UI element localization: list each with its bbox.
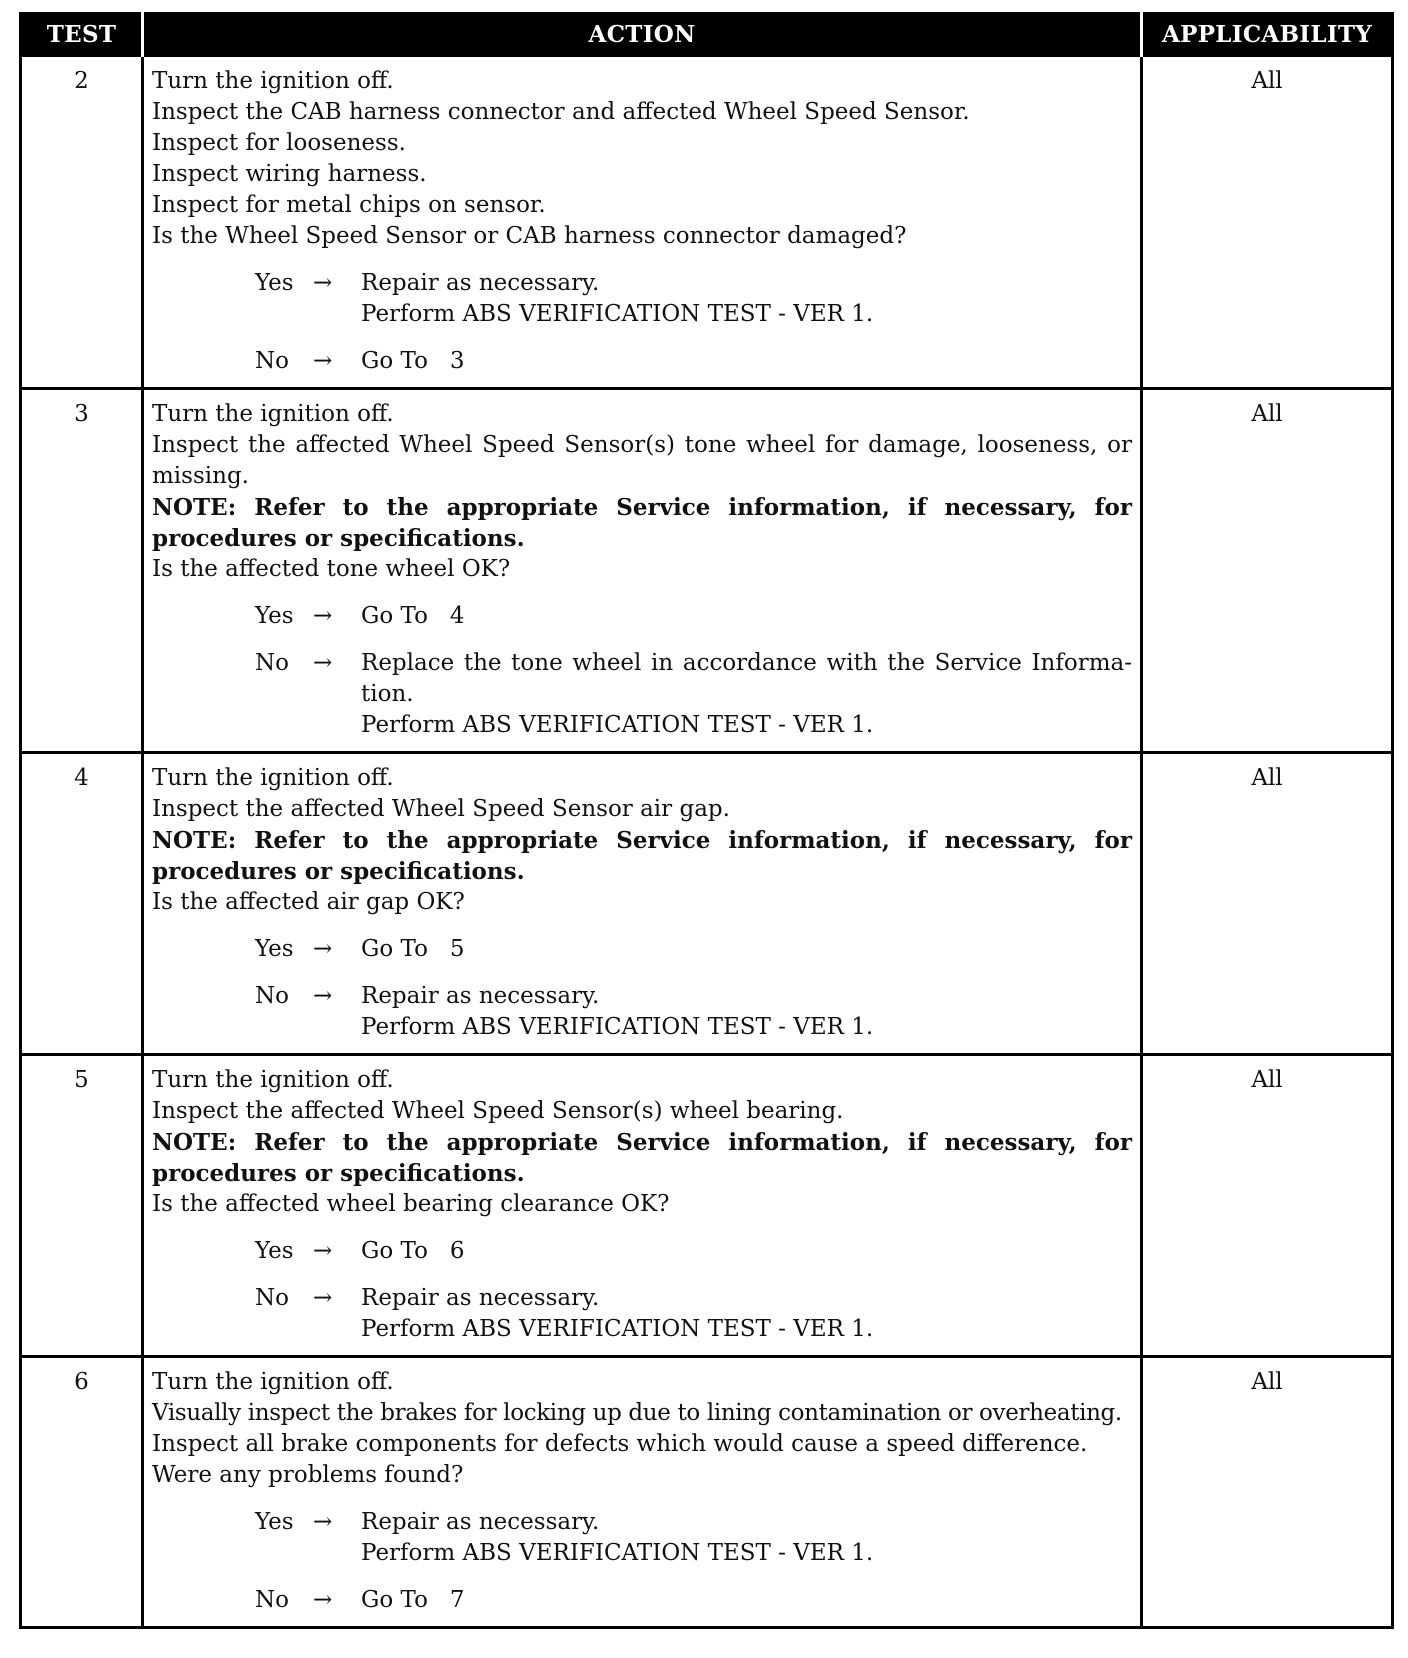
yes-result: [361, 1507, 1132, 1569]
service-note: NOTE: Refer to the appropriate Service information, if necessary, for procedures or specifications.: [152, 494, 1132, 552]
result-line: Perform ABS VERIFICATION TEST - VER 1.: [361, 1316, 874, 1342]
table-row: [21, 1055, 1393, 1357]
action-question: Is the affected air gap OK?: [152, 889, 465, 915]
result-line: Perform ABS VERIFICATION TEST - VER 1.: [361, 1014, 874, 1040]
action-cell: [143, 1357, 1142, 1628]
table-row: [21, 1357, 1393, 1628]
no-branch: [255, 1585, 1132, 1616]
result-line: Go To 6: [361, 1238, 465, 1264]
result-line: Perform ABS VERIFICATION TEST - VER 1.: [361, 1540, 874, 1566]
arrow-right-icon: →: [313, 1285, 333, 1311]
yes-label: Yes: [255, 936, 294, 962]
yes-label: Yes: [255, 1238, 294, 1264]
action-step: Turn the ignition off.: [152, 765, 394, 791]
yes-label: Yes: [255, 270, 294, 296]
action-step: Inspect the affected Wheel Speed Sensor(s) wheel bearing.: [152, 1098, 844, 1124]
action-question: Is the affected wheel bearing clearance OK?: [152, 1191, 670, 1217]
service-note: NOTE: Refer to the appropriate Service information, if necessary, for procedures or specifications.: [152, 827, 1132, 885]
no-label: No: [255, 348, 289, 374]
action-step: Turn the ignition off.: [152, 68, 394, 94]
action-step: Inspect the CAB harness connector and affected Wheel Speed Sensor.: [152, 99, 970, 125]
action-question: Is the affected tone wheel OK?: [152, 556, 511, 582]
result-line: Go To 7: [361, 1587, 465, 1613]
no-label: No: [255, 983, 289, 1009]
no-label: No: [255, 650, 289, 676]
action-step: Inspect the affected Wheel Speed Sensor air gap.: [152, 796, 730, 822]
arrow-right-icon: →: [313, 936, 333, 962]
action-step: Inspect all brake components for defects which would cause a speed difference.: [152, 1431, 1088, 1457]
arrow-right-icon: →: [313, 1509, 333, 1535]
result-line: Repair as necessary.: [361, 983, 600, 1009]
result-line: Perform ABS VERIFICATION TEST - VER 1.: [361, 712, 874, 738]
table-row: [21, 389, 1393, 753]
arrow-right-icon: →: [313, 1238, 333, 1264]
action-step: Turn the ignition off.: [152, 401, 394, 427]
test-number: 5: [21, 1055, 143, 1357]
action-step: Inspect wiring harness.: [152, 161, 427, 187]
result-line: Go To 5: [361, 936, 465, 962]
action-step: Turn the ignition off.: [152, 1369, 394, 1395]
result-line: Go To 3: [361, 348, 465, 374]
action-step: Inspect for looseness.: [152, 130, 406, 156]
diagnostic-test-table: [19, 12, 1391, 1629]
yes-branch: [255, 1507, 1132, 1569]
action-cell: [143, 1055, 1142, 1357]
arrow-right-icon: →: [313, 1587, 333, 1613]
test-table: [19, 12, 1394, 1629]
header-action: ACTION: [143, 14, 1142, 56]
result-line: Go To 4: [361, 603, 465, 629]
result-line: Perform ABS VERIFICATION TEST - VER 1.: [361, 301, 874, 327]
no-result: [361, 981, 1132, 1043]
test-number: 3: [21, 389, 143, 753]
no-branch: [255, 981, 1132, 1043]
yes-branch: [255, 1236, 1132, 1267]
no-branch: [255, 648, 1132, 741]
action-step: Inspect for metal chips on sensor.: [152, 192, 546, 218]
action-cell: [143, 389, 1142, 753]
action-step: Visually inspect the brakes for locking up due to lining contamination or overheating.: [152, 1400, 1122, 1426]
no-result: [361, 1585, 1132, 1616]
result-line: Repair as necessary.: [361, 1509, 600, 1535]
test-number: 6: [21, 1357, 143, 1628]
action-step: Inspect the affected Wheel Speed Sensor(s) tone wheel for damage, looseness, or missing.: [152, 432, 1132, 489]
yes-label: Yes: [255, 603, 294, 629]
yes-result: [361, 1236, 1132, 1267]
result-line: Repair as necessary.: [361, 270, 600, 296]
yes-branch: [255, 934, 1132, 965]
no-branch: [255, 1283, 1132, 1345]
service-note: NOTE: Refer to the appropriate Service information, if necessary, for procedures or specifications.: [152, 1129, 1132, 1187]
arrow-right-icon: →: [313, 983, 333, 1009]
no-branch: [255, 346, 1132, 377]
header-applicability: APPLICABILITY: [1142, 14, 1393, 56]
applicability-value: All: [1142, 1357, 1393, 1628]
table-row: [21, 56, 1393, 389]
no-label: No: [255, 1285, 289, 1311]
yes-label: Yes: [255, 1509, 294, 1535]
action-cell: [143, 753, 1142, 1055]
yes-branch: [255, 268, 1132, 330]
result-line: Replace the tone wheel in accordance with the Service Informa- tion.: [361, 650, 1132, 707]
action-question: Were any problems found?: [152, 1462, 464, 1488]
applicability-value: All: [1142, 1055, 1393, 1357]
arrow-right-icon: →: [313, 603, 333, 629]
arrow-right-icon: →: [313, 270, 333, 296]
arrow-right-icon: →: [313, 348, 333, 374]
no-label: No: [255, 1587, 289, 1613]
arrow-right-icon: →: [313, 650, 333, 676]
test-number: 2: [21, 56, 143, 389]
action-step: Turn the ignition off.: [152, 1067, 394, 1093]
applicability-value: All: [1142, 753, 1393, 1055]
no-result: [361, 648, 1132, 741]
action-question: Is the Wheel Speed Sensor or CAB harness connector damaged?: [152, 223, 907, 249]
table-header-row: [21, 14, 1393, 56]
applicability-value: All: [1142, 389, 1393, 753]
no-result: [361, 346, 1132, 377]
table-row: [21, 753, 1393, 1055]
no-result: [361, 1283, 1132, 1345]
result-line: Repair as necessary.: [361, 1285, 600, 1311]
yes-result: [361, 268, 1132, 330]
header-test: TEST: [21, 14, 143, 56]
applicability-value: All: [1142, 56, 1393, 389]
test-number: 4: [21, 753, 143, 1055]
yes-result: [361, 601, 1132, 632]
yes-branch: [255, 601, 1132, 632]
action-cell: [143, 56, 1142, 389]
yes-result: [361, 934, 1132, 965]
